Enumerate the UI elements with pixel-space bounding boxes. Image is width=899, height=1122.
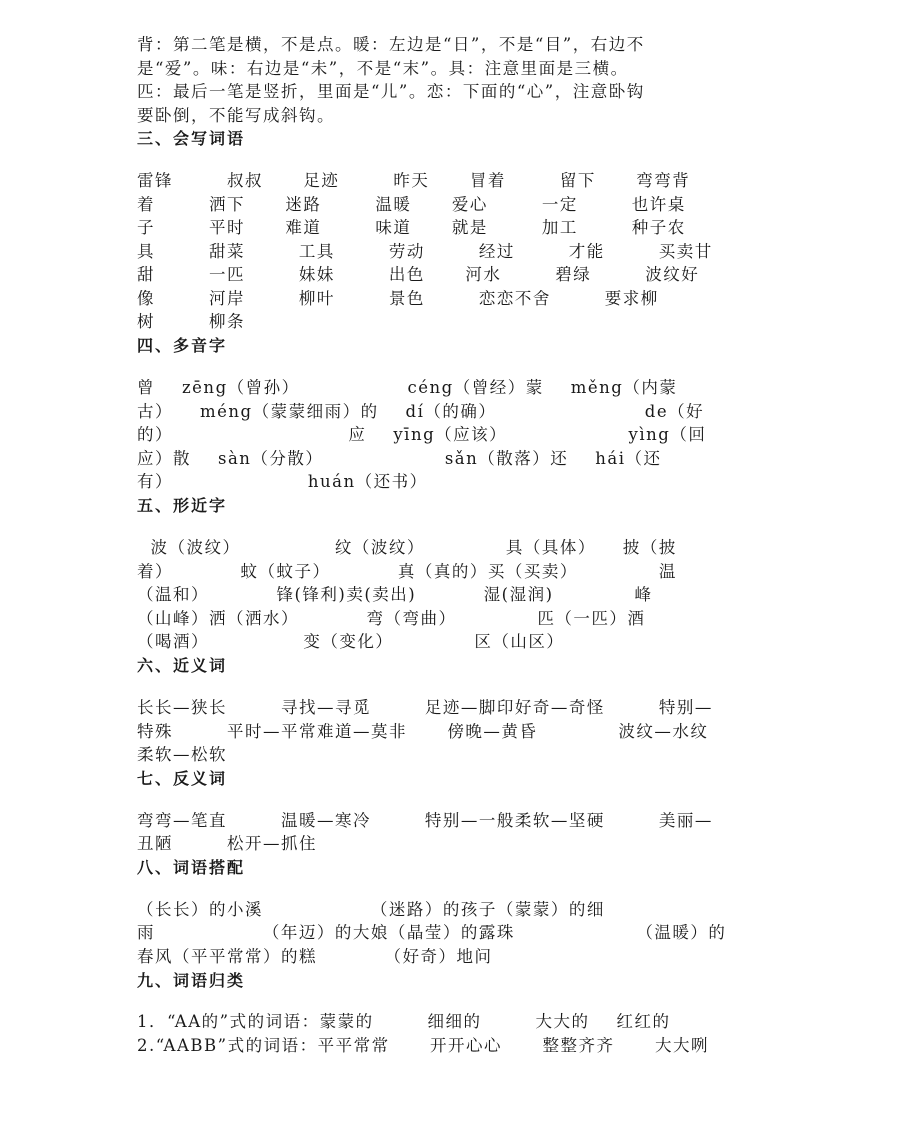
text-line: 曾 zēng（曾孙） céng（曾经）蒙 měng（内蒙 xyxy=(137,378,678,397)
text-line: 2.“AABB”式的词语：平平常常 开开心心 整整齐齐 大大咧 xyxy=(137,1036,709,1055)
text-line: 柔软—松软 xyxy=(137,745,227,764)
text-line: 应）散 sàn（分散） sǎn（散落）还 hái（还 xyxy=(137,449,662,468)
text-line: 丑陋 松开—抓住 xyxy=(137,834,317,853)
section-heading: 七、反义词 xyxy=(137,769,228,788)
text-line: （喝酒） 变（变化） 区（山区） xyxy=(137,632,565,651)
text-line: 着） 蚊（蚊子） 真（真的）买（买卖） 温 xyxy=(137,562,677,581)
text-line: 像 河岸 柳叶 景色 恋恋不舍 要求柳 xyxy=(137,289,659,308)
text-line: 匹：最后一笔是竖折，里面是“儿”。恋：下面的“心”，注意卧钩 xyxy=(137,82,645,101)
text-line: 具 甜菜 工具 劳动 经过 才能 买卖甘 xyxy=(137,242,713,261)
text-line: 弯弯—笔直 温暖—寒冷 特别—一般柔软—坚硬 美丽— xyxy=(137,811,713,830)
text-line: 树 柳条 xyxy=(137,312,245,331)
text-line: 春风（平平常常）的糕 （好奇）地问 xyxy=(137,947,493,966)
text-line: 波（波纹） 纹（波纹） 具（具体） 披（披 xyxy=(137,538,677,557)
text-line: 要卧倒，不能写成斜钩。 xyxy=(137,106,335,125)
text-line: 1．“AA的”式的词语：蒙蒙的 细细的 大大的 红红的 xyxy=(137,1012,671,1031)
text-line: 是“爱”。味：右边是“未”，不是“末”。具：注意里面是三横。 xyxy=(137,59,629,78)
text-line: 雨 （年迈）的大娘（晶莹）的露珠 （温暖）的 xyxy=(137,923,727,942)
text-line: 古） méng（蒙蒙细雨）的 dí（的确） de（好 xyxy=(137,402,705,421)
text-line: （温和） 锋(锋利)卖(卖出) 湿(湿润) 峰 xyxy=(137,585,653,604)
section-heading: 九、词语归类 xyxy=(137,971,246,990)
text-line: 背：第二笔是横，不是点。暖：左边是“日”，不是“目”，右边不 xyxy=(137,35,645,54)
text-line: 特殊 平时—平常难道—莫非 傍晚—黄昏 波纹—水纹 xyxy=(137,722,709,741)
section-heading: 六、近义词 xyxy=(137,656,228,675)
text-line: 的） 应 yīng（应该） yìng（回 xyxy=(137,425,707,444)
text-line: 着 洒下 迷路 温暖 爱心 一定 也许桌 xyxy=(137,195,686,214)
text-line: 长长—狭长 寻找—寻觅 足迹—脚印好奇—奇怪 特别— xyxy=(137,698,713,717)
section-heading: 三、会写词语 xyxy=(137,129,246,148)
text-line: 甜 一匹 妹妹 出色 河水 碧绿 波纹好 xyxy=(137,265,700,284)
section-heading: 五、形近字 xyxy=(137,496,228,515)
text-line: 有） huán（还书） xyxy=(137,472,428,491)
section-heading: 八、词语搭配 xyxy=(137,858,246,877)
section-heading: 四、多音字 xyxy=(137,336,228,355)
text-line: 子 平时 难道 味道 就是 加工 种子农 xyxy=(137,218,686,237)
text-line: （山峰）洒（洒水） 弯（弯曲） 匹（一匹）酒 xyxy=(137,609,646,628)
text-line: 雷锋 叔叔 足迹 昨天 冒着 留下 弯弯背 xyxy=(137,171,691,190)
text-line: （长长）的小溪 （迷路）的孩子（蒙蒙）的细 xyxy=(137,900,605,919)
